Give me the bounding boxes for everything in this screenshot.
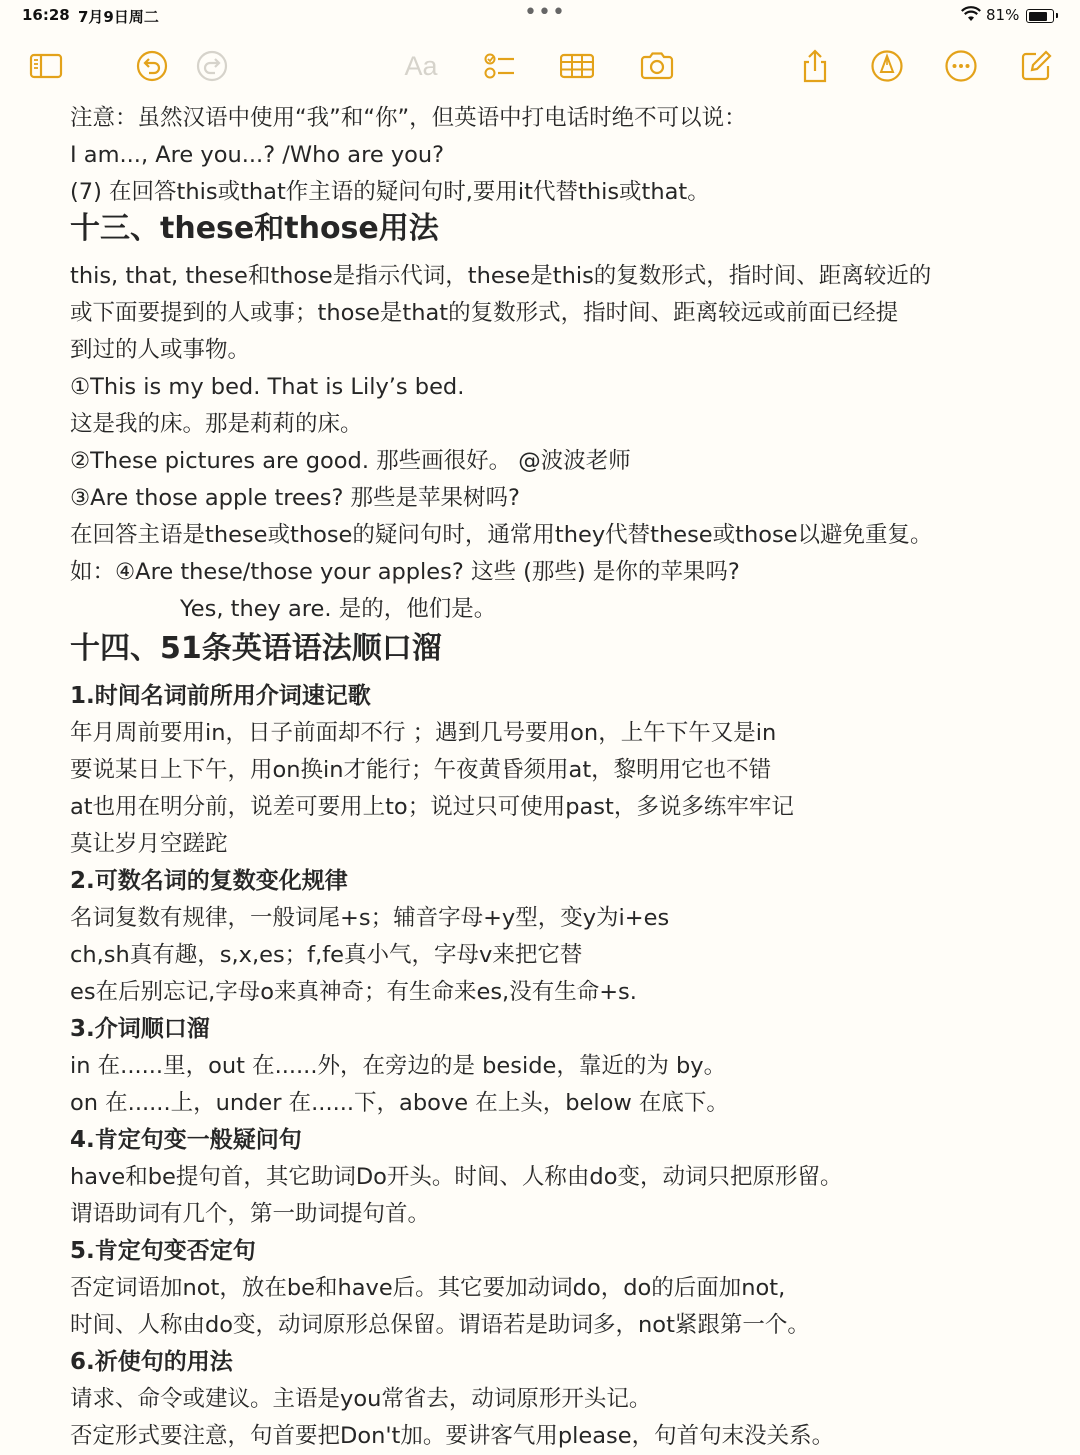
example-line: ①This is my bed. That is Lily’s bed. (70, 374, 465, 400)
status-date: 7月9日周二 (78, 8, 159, 26)
rhyme-line: 名词复数有规律，一般词尾+s；辅音字母+y型，变y为i+es (70, 905, 670, 931)
checklist-button[interactable] (479, 46, 519, 86)
undo-button[interactable] (132, 46, 172, 86)
example-line: ③Are those apple trees? 那些是苹果树吗? (70, 485, 521, 511)
compose-icon (1019, 49, 1053, 83)
subsection-heading: 6.祈使句的用法 (70, 1349, 233, 1375)
share-icon (798, 49, 832, 83)
note-line: this, that, these和those是指示代词，these是this的复数形式，指时间、距离较近的 (70, 263, 932, 289)
text-style-button[interactable] (401, 46, 441, 86)
note-line: 在回答主语是these或those的疑问句时，通常用they代替these或those以避免重复。 (70, 522, 933, 548)
redo-icon (195, 49, 229, 83)
rhyme-line: 年月周前要用in，日子前面却不行 ；遇到几号要用on，上午下午又是in (70, 720, 777, 746)
rhyme-line: 要说某日上下午，用on换in才能行；午夜黄昏须用at，黎明用它也不错 (70, 757, 772, 783)
subsection-heading: 3.介词顺口溜 (70, 1016, 210, 1042)
undo-icon (135, 49, 169, 83)
markup-button[interactable] (867, 46, 907, 86)
example-answer-line: Yes, they are. 是的，他们是。 (180, 596, 497, 622)
rhyme-line: es在后别忘记,字母o来真神奇；有生命来es,没有生命+s. (70, 979, 637, 1005)
subsection-heading: 2.可数名词的复数变化规律 (70, 868, 348, 894)
more-options-button[interactable] (941, 46, 981, 86)
example-line: ②These pictures are good. 那些画很好。 @波波老师 (70, 448, 631, 474)
note-line: 注意：虽然汉语中使用“我”和“你”，但英语中打电话时绝不可以说： (70, 105, 747, 131)
camera-button[interactable] (637, 46, 677, 86)
rhyme-line: 时间、人称由do变，动词原形总保留。谓语若是助词多，not紧跟第一个。 (70, 1312, 810, 1338)
example-line: 如：④Are these/those your apples? 这些 (那些) 是你的苹果吗? (70, 559, 740, 585)
redo-button[interactable] (192, 46, 232, 86)
compose-note-button[interactable] (1016, 46, 1056, 86)
section-14-heading: 十四、51条英语语法顺口溜 (70, 631, 442, 666)
multitasking-dots-icon[interactable]: ••• (524, 0, 566, 25)
table-button[interactable] (557, 46, 597, 86)
status-time: 16:28 (22, 6, 70, 24)
note-body[interactable] (70, 100, 1050, 1455)
text-style-label: Aa (404, 50, 438, 81)
notes-toolbar (0, 38, 1080, 96)
note-line: I am..., Are you...? /Who are you? (70, 142, 445, 168)
rhyme-line: at也用在明分前，说差可要用上to；说过只可使用past，多说多练牢牢记 (70, 794, 794, 820)
ellipsis-circle-icon (944, 49, 978, 83)
rhyme-line: 否定词语加not，放在be和have后。其它要加动词do，do的后面加not, (70, 1275, 786, 1301)
rhyme-line: on 在......上，under 在......下，above 在上头，below 在底下。 (70, 1090, 729, 1116)
share-button[interactable] (795, 46, 835, 86)
battery-icon (1026, 9, 1054, 23)
sidebar-icon (29, 49, 63, 83)
rhyme-line: 谓语助词有几个，第一助词提句首。 (70, 1201, 431, 1227)
subsection-heading: 5.肯定句变否定句 (70, 1238, 256, 1264)
battery-percent: 81% (986, 6, 1020, 24)
note-line: (7) 在回答this或that作主语的疑问句时,要用it代替this或that。 (70, 179, 710, 205)
checklist-icon (482, 49, 516, 83)
camera-icon (640, 49, 674, 83)
subsection-heading: 1.时间名词前所用介词速记歌 (70, 683, 371, 709)
wifi-icon (961, 6, 981, 22)
rhyme-line: 莫让岁月空蹉跎 (70, 831, 228, 857)
rhyme-line: 否定形式要注意，句首要把Don't加。要讲客气用please，句首句末没关系。 (70, 1423, 835, 1449)
subsection-heading: 4.肯定句变一般疑问句 (70, 1127, 302, 1153)
note-line: 或下面要提到的人或事；those是that的复数形式，指时间、距离较远或前面已经提 (70, 300, 899, 326)
rhyme-line: in 在......里，out 在......外，在旁边的是 beside，靠近的为 by。 (70, 1053, 727, 1079)
rhyme-line: 请求、命令或建议。主语是you常省去，动词原形开头记。 (70, 1386, 652, 1412)
rhyme-line: ch,sh真有趣，s,x,es；f,fe真小气，字母v来把它替 (70, 942, 583, 968)
table-icon (560, 49, 594, 83)
rhyme-line: have和be提句首，其它助词Do开头。时间、人称由do变，动词只把原形留。 (70, 1164, 843, 1190)
section-13-heading: 十三、these和those用法 (70, 211, 439, 246)
markup-pen-icon (870, 49, 904, 83)
note-line: 到过的人或事物。 (70, 337, 251, 363)
example-line: 这是我的床。那是莉莉的床。 (70, 411, 363, 437)
sidebar-toggle-button[interactable] (26, 46, 66, 86)
